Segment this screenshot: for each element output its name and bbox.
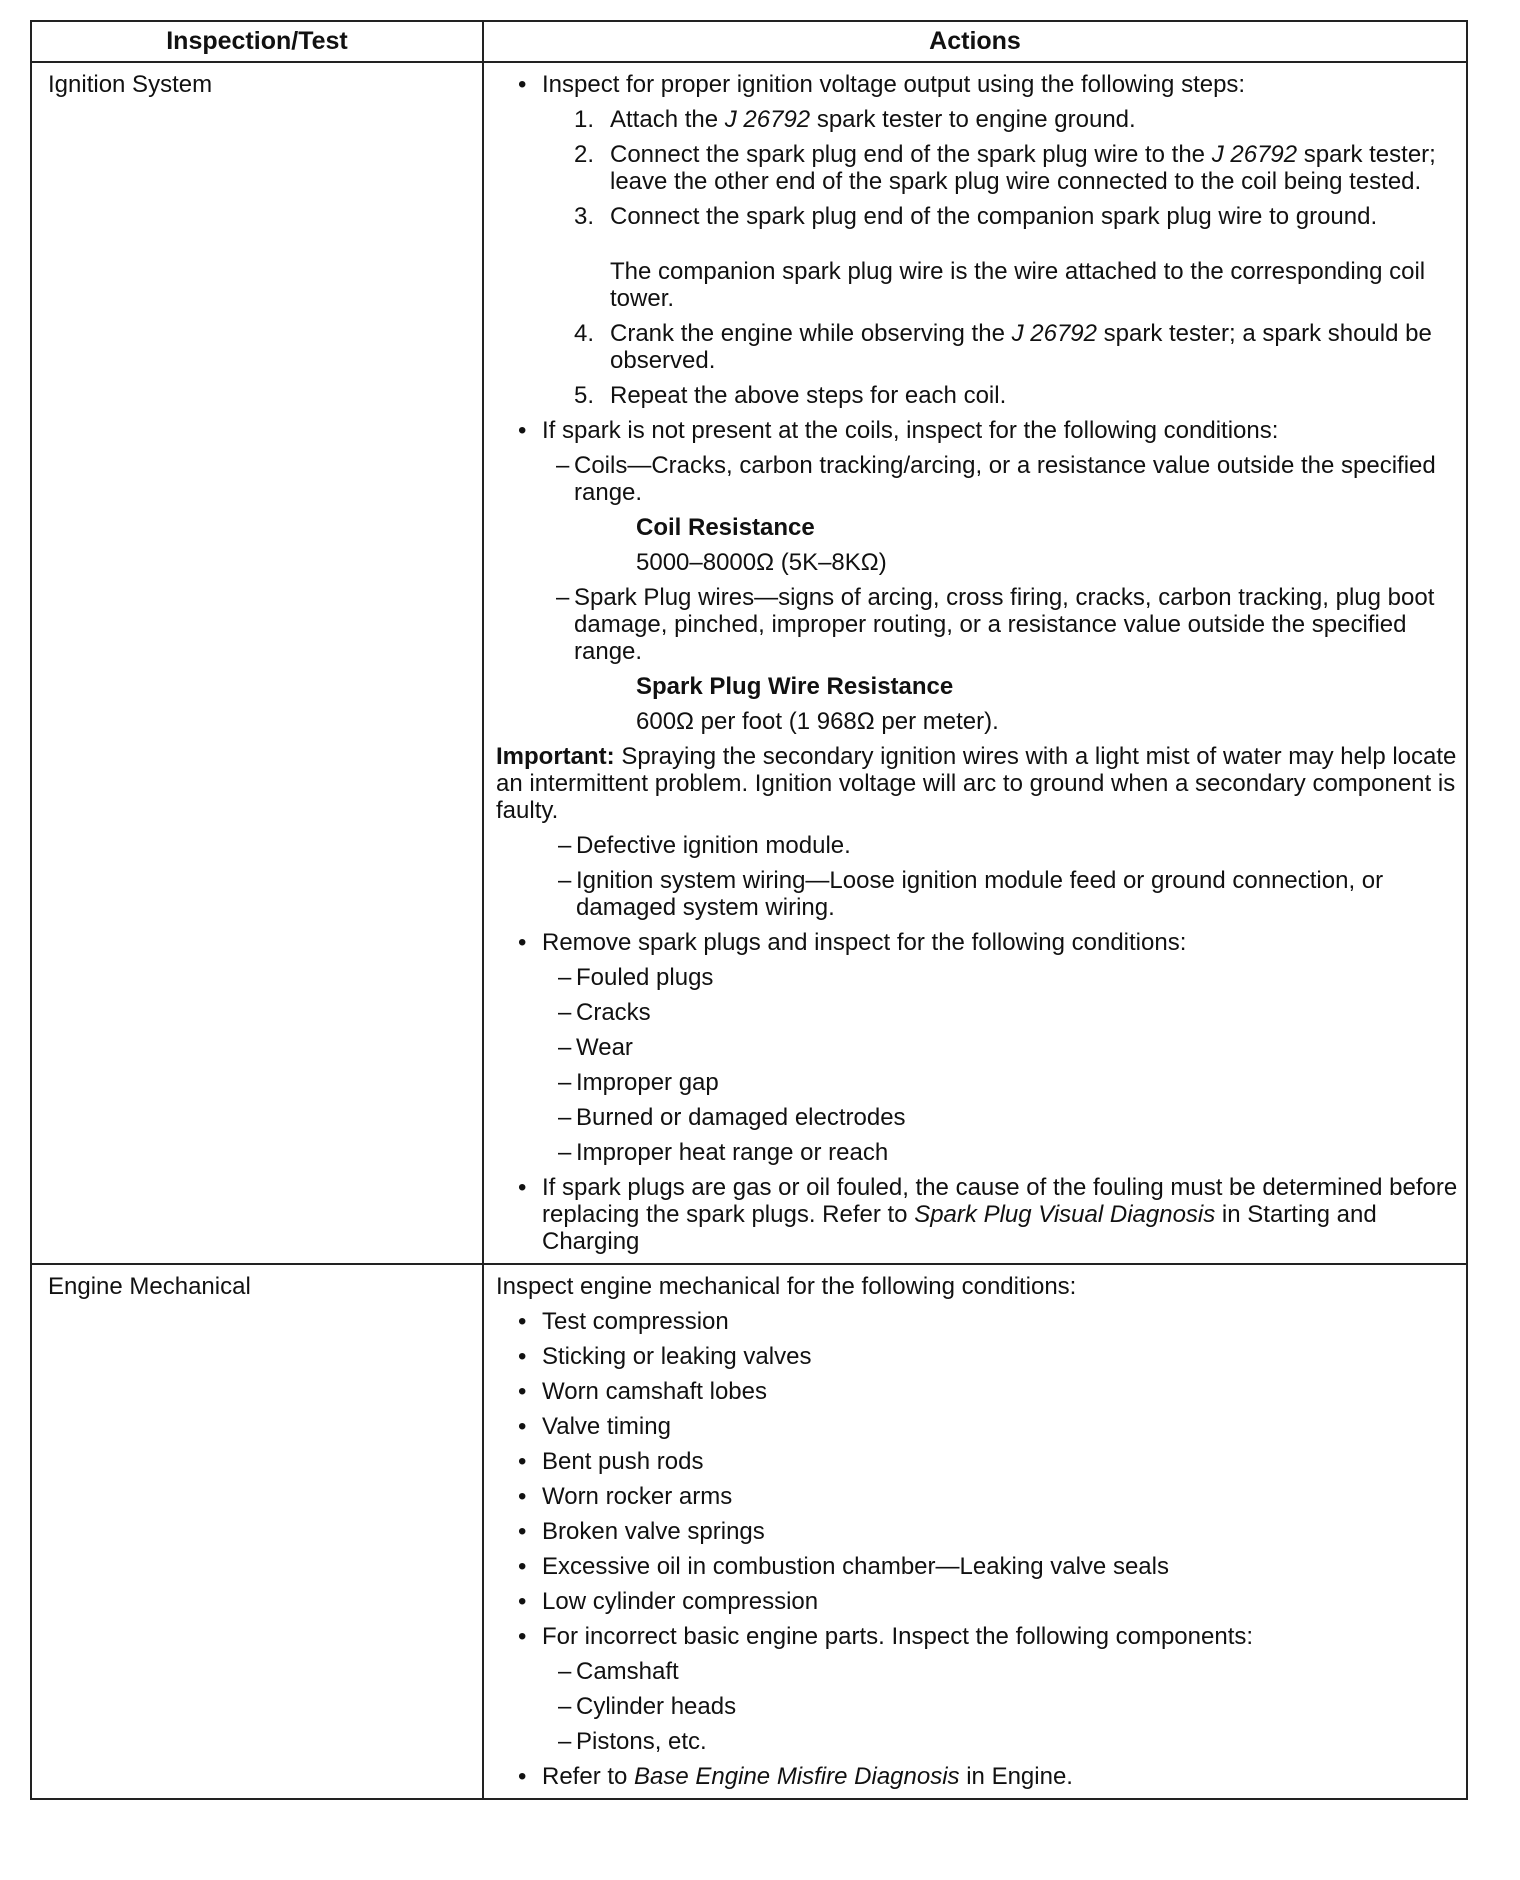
table-row-engine-mechanical	[31, 1264, 1467, 1799]
engine-condition: • Worn camshaft lobes	[496, 1378, 1458, 1405]
engine-condition: • Valve timing	[496, 1413, 1458, 1440]
bullet-fouled-plugs: • If spark plugs are gas or oil fouled, the cause of the fouling must be determined before replacing the spark plugs. Refer to Spark Plug Visual Diagnosis in Starting and Charging	[496, 1174, 1458, 1255]
engine-condition: • Worn rocker arms	[496, 1483, 1458, 1510]
step-3-note: The companion spark plug wire is the wire attached to the corresponding coil tower.	[610, 258, 1426, 312]
engine-mechanical-label: Engine Mechanical	[31, 1264, 483, 1799]
header-actions: Actions	[483, 21, 1467, 62]
engine-condition: • For incorrect basic engine parts. Inspect the following components:	[496, 1623, 1458, 1650]
engine-condition: • Broken valve springs	[496, 1518, 1458, 1545]
diagnostic-table-page	[30, 20, 1466, 1800]
bullet-remove-spark-plugs: • Remove spark plugs and inspect for the following conditions:	[496, 929, 1458, 956]
plug-condition: – Improper heat range or reach	[496, 1139, 1458, 1166]
step-4: 4. Crank the engine while observing the J 26792 spark tester; a spark should be observed.	[574, 320, 1432, 374]
engine-component: – Pistons, etc.	[496, 1728, 1458, 1755]
doc-reference: Base Engine Misfire Diagnosis	[634, 1763, 960, 1790]
engine-component: – Cylinder heads	[496, 1693, 1458, 1720]
plug-condition: – Cracks	[496, 999, 1458, 1026]
tool-ref: J 26792	[724, 106, 811, 133]
bullet-voltage-output: • Inspect for proper ignition voltage output using the following steps:	[496, 71, 1458, 98]
plug-condition: – Fouled plugs	[496, 964, 1458, 991]
wire-resistance-value: 600Ω per foot (1 968Ω per meter).	[636, 708, 999, 735]
engine-condition: • Low cylinder compression	[496, 1588, 1458, 1615]
condition-defective-module: – Defective ignition module.	[496, 832, 1458, 859]
doc-reference: Spark Plug Visual Diagnosis	[914, 1201, 1216, 1228]
engine-condition: • Test compression	[496, 1308, 1458, 1335]
condition-coils: – Coils—Cracks, carbon tracking/arcing, or a resistance value outside the specified range.	[496, 452, 1458, 506]
important-label: Important:	[496, 743, 615, 770]
engine-mechanical-actions	[483, 1264, 1467, 1799]
condition-system-wiring: – Ignition system wiring—Loose ignition module feed or ground connection, or damaged system wiring.	[496, 867, 1458, 921]
plug-condition: – Burned or damaged electrodes	[496, 1104, 1458, 1131]
inspection-table	[30, 20, 1468, 1800]
step-2: 2. Connect the spark plug end of the spark plug wire to the J 26792 spark tester; leave the other end of the spark plug wire connected to the coil being tested.	[574, 141, 1436, 195]
plug-condition: – Improper gap	[496, 1069, 1458, 1096]
bullet-engine-reference: • Refer to Base Engine Misfire Diagnosis in Engine.	[496, 1763, 1458, 1790]
ignition-system-actions	[483, 62, 1467, 1264]
engine-component: – Camshaft	[496, 1658, 1458, 1685]
plug-condition: – Wear	[496, 1034, 1458, 1061]
step-5: 5. Repeat the above steps for each coil.	[574, 382, 1007, 409]
wire-resistance-title: Spark Plug Wire Resistance	[636, 673, 954, 700]
tool-ref: J 26792	[1211, 141, 1298, 168]
tool-ref: J 26792	[1011, 320, 1097, 347]
condition-spark-plug-wires: – Spark Plug wires—signs of arcing, cross firing, cracks, carbon tracking, plug boot damage, pinched, improper routing, or a resistance value outside the specified range.	[496, 584, 1458, 665]
coil-resistance-title: Coil Resistance	[636, 514, 815, 541]
step-1: 1. Attach the J 26792 spark tester to engine ground.	[574, 106, 1136, 133]
engine-condition: • Bent push rods	[496, 1448, 1458, 1475]
coil-resistance-value: 5000–8000Ω (5K–8KΩ)	[636, 549, 887, 576]
table-header-row	[31, 21, 1467, 62]
engine-intro: Inspect engine mechanical for the following conditions:	[496, 1273, 1077, 1300]
table-row-ignition-system	[31, 62, 1467, 1264]
ignition-system-label: Ignition System	[31, 62, 483, 1264]
engine-condition: • Excessive oil in combustion chamber—Leaking valve seals	[496, 1553, 1458, 1580]
step-3: 3. Connect the spark plug end of the companion spark plug wire to ground.	[574, 203, 1378, 230]
important-note: Important: Spraying the secondary ignition wires with a light mist of water may help locate an intermittent problem. Ignition voltage will arc to ground when a secondary component is faulty.	[496, 743, 1457, 824]
header-inspection-test: Inspection/Test	[31, 21, 483, 62]
bullet-no-spark: • If spark is not present at the coils, inspect for the following conditions:	[496, 417, 1458, 444]
engine-condition: • Sticking or leaking valves	[496, 1343, 1458, 1370]
